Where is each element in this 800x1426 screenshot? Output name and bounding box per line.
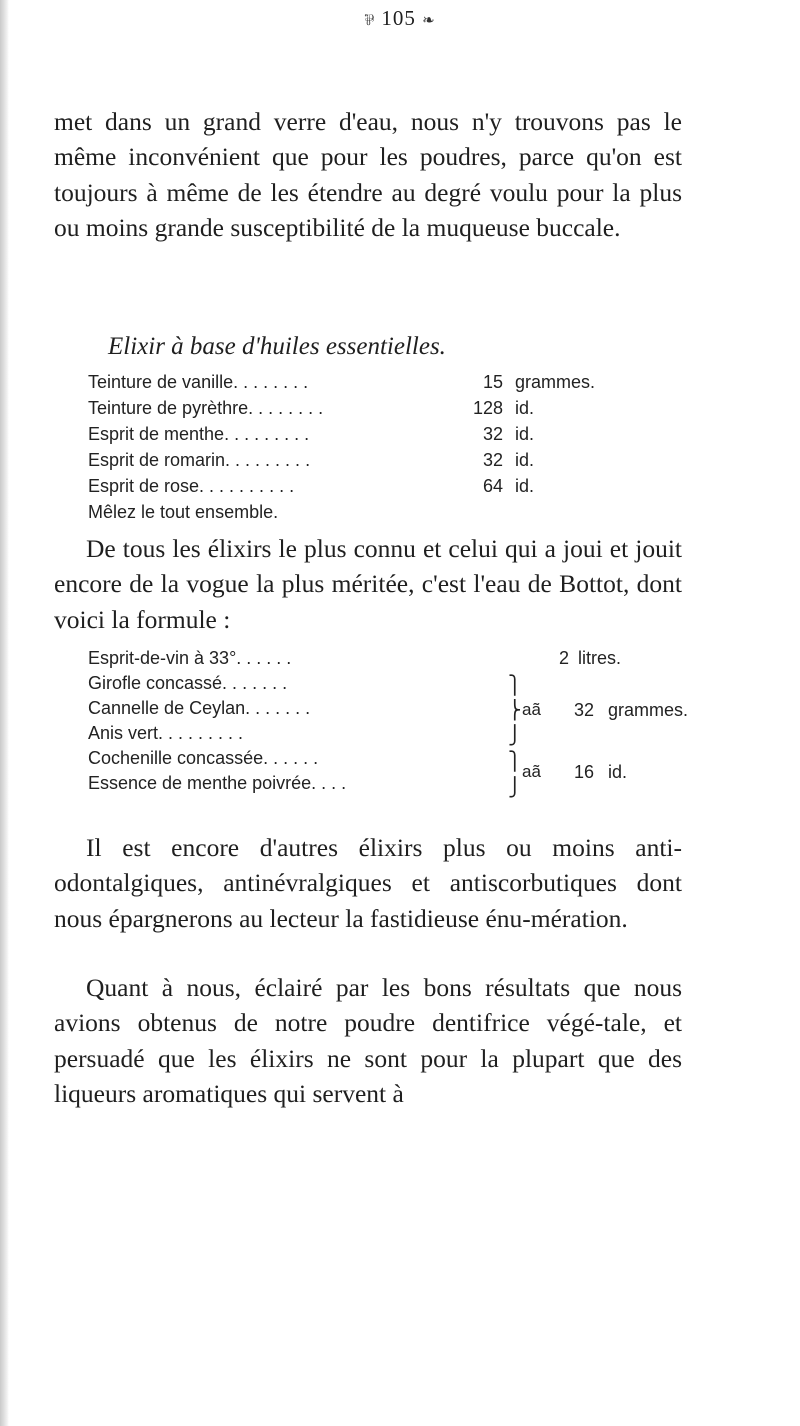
ingredient-name: Cannelle de Ceylan. . . . . . . bbox=[88, 698, 311, 718]
recipe-2-row bbox=[88, 748, 688, 773]
recipe-2-row bbox=[88, 673, 688, 698]
recipe-1 bbox=[88, 372, 688, 528]
recipe-1-title: Elixir à base d'huiles essentielles. bbox=[108, 333, 446, 360]
ingredient-unit: id. bbox=[515, 424, 535, 444]
ingredient-name: Teinture de vanille. . . . . . . . bbox=[88, 372, 309, 392]
ingredient-qty: 2 bbox=[558, 648, 569, 668]
ingredient-unit: grammes. bbox=[515, 372, 596, 392]
ingredient-qty: 64 bbox=[482, 476, 503, 496]
page-header bbox=[0, 6, 800, 31]
group-1-qty: 32 bbox=[573, 700, 594, 720]
recipe-2-row bbox=[88, 723, 688, 748]
recipe-1-row bbox=[88, 424, 688, 450]
ingredient-name: Girofle concassé. . . . . . . bbox=[88, 673, 288, 693]
paragraph-2: De tous les élixirs le plus connu et celui qui a joui et jouit encore de la vogue la plus méritée, c'est l'eau de Bottot, dont voici la formule : bbox=[54, 534, 682, 634]
recipe-1-row bbox=[88, 372, 688, 398]
ingredient-name: Essence de menthe poivrée. . . . bbox=[88, 773, 347, 793]
ornament-left-icon: ⅌ bbox=[364, 13, 376, 29]
ornament-right-icon: ❧ bbox=[422, 13, 436, 29]
group-1-aa: aã bbox=[522, 700, 541, 719]
recipe-1-row bbox=[88, 398, 688, 424]
recipe-1-row bbox=[88, 450, 688, 476]
recipe-2-row bbox=[88, 648, 688, 673]
ingredient-qty: 32 bbox=[482, 450, 503, 470]
ingredient-qty: 128 bbox=[472, 398, 503, 418]
ingredient-unit: litres. bbox=[578, 648, 622, 668]
group-2-qty: 16 bbox=[573, 762, 594, 782]
ingredient-name: Esprit de romarin. . . . . . . . . bbox=[88, 450, 311, 470]
recipe-1-instruction-row bbox=[88, 502, 688, 528]
recipe-2-row bbox=[88, 773, 688, 798]
group-1-unit: grammes. bbox=[608, 700, 689, 720]
recipe-1-instruction: Mêlez le tout ensemble. bbox=[88, 502, 279, 522]
recipe-1-row bbox=[88, 476, 688, 502]
ingredient-qty: 15 bbox=[482, 372, 503, 392]
ingredient-name: Esprit de rose. . . . . . . . . . bbox=[88, 476, 295, 496]
paragraph-3: Il est encore d'autres élixirs plus ou moins anti-odontalgiques, antinévralgiques et antiscorbutiques dont nous épargnerons au lecteur la fastidieuse énu-mération. bbox=[54, 833, 682, 933]
ingredient-name: Teinture de pyrèthre. . . . . . . . bbox=[88, 398, 324, 418]
page-number: 105 bbox=[381, 6, 416, 30]
paragraph-4: Quant à nous, éclairé par les bons résultats que nous avions obtenus de notre poudre dentifrice végé-tale, et persuadé que les élixirs ne sont pour la plupart que des liqueurs aromatiques qui servent à bbox=[54, 973, 682, 1109]
ingredient-unit: id. bbox=[515, 398, 535, 418]
paragraph-1: met dans un grand verre d'eau, nous n'y trouvons pas le même inconvénient que pour les poudres, parce qu'on est toujours à même de les étendre au degré voulu pour la plus ou moins grande susceptibilité de la muqueuse buccale. bbox=[54, 107, 682, 243]
ingredient-name: Cochenille concassée. . . . . . bbox=[88, 748, 319, 768]
ingredient-unit: id. bbox=[515, 450, 535, 470]
group-2-unit: id. bbox=[608, 762, 628, 782]
ingredient-name: Esprit-de-vin à 33°. . . . . . bbox=[88, 648, 292, 668]
brace-group-1: ⎫ ⎬ ⎭ bbox=[508, 675, 522, 745]
ingredient-name: Anis vert. . . . . . . . . bbox=[88, 723, 244, 743]
ingredient-qty: 32 bbox=[482, 424, 503, 444]
recipe-2-row bbox=[88, 698, 688, 723]
ingredient-name: Esprit de menthe. . . . . . . . . bbox=[88, 424, 310, 444]
brace-group-2: ⎫ ⎭ bbox=[508, 751, 522, 797]
recipe-2 bbox=[88, 648, 688, 798]
group-2-aa: aã bbox=[522, 762, 541, 781]
ingredient-unit: id. bbox=[515, 476, 535, 496]
